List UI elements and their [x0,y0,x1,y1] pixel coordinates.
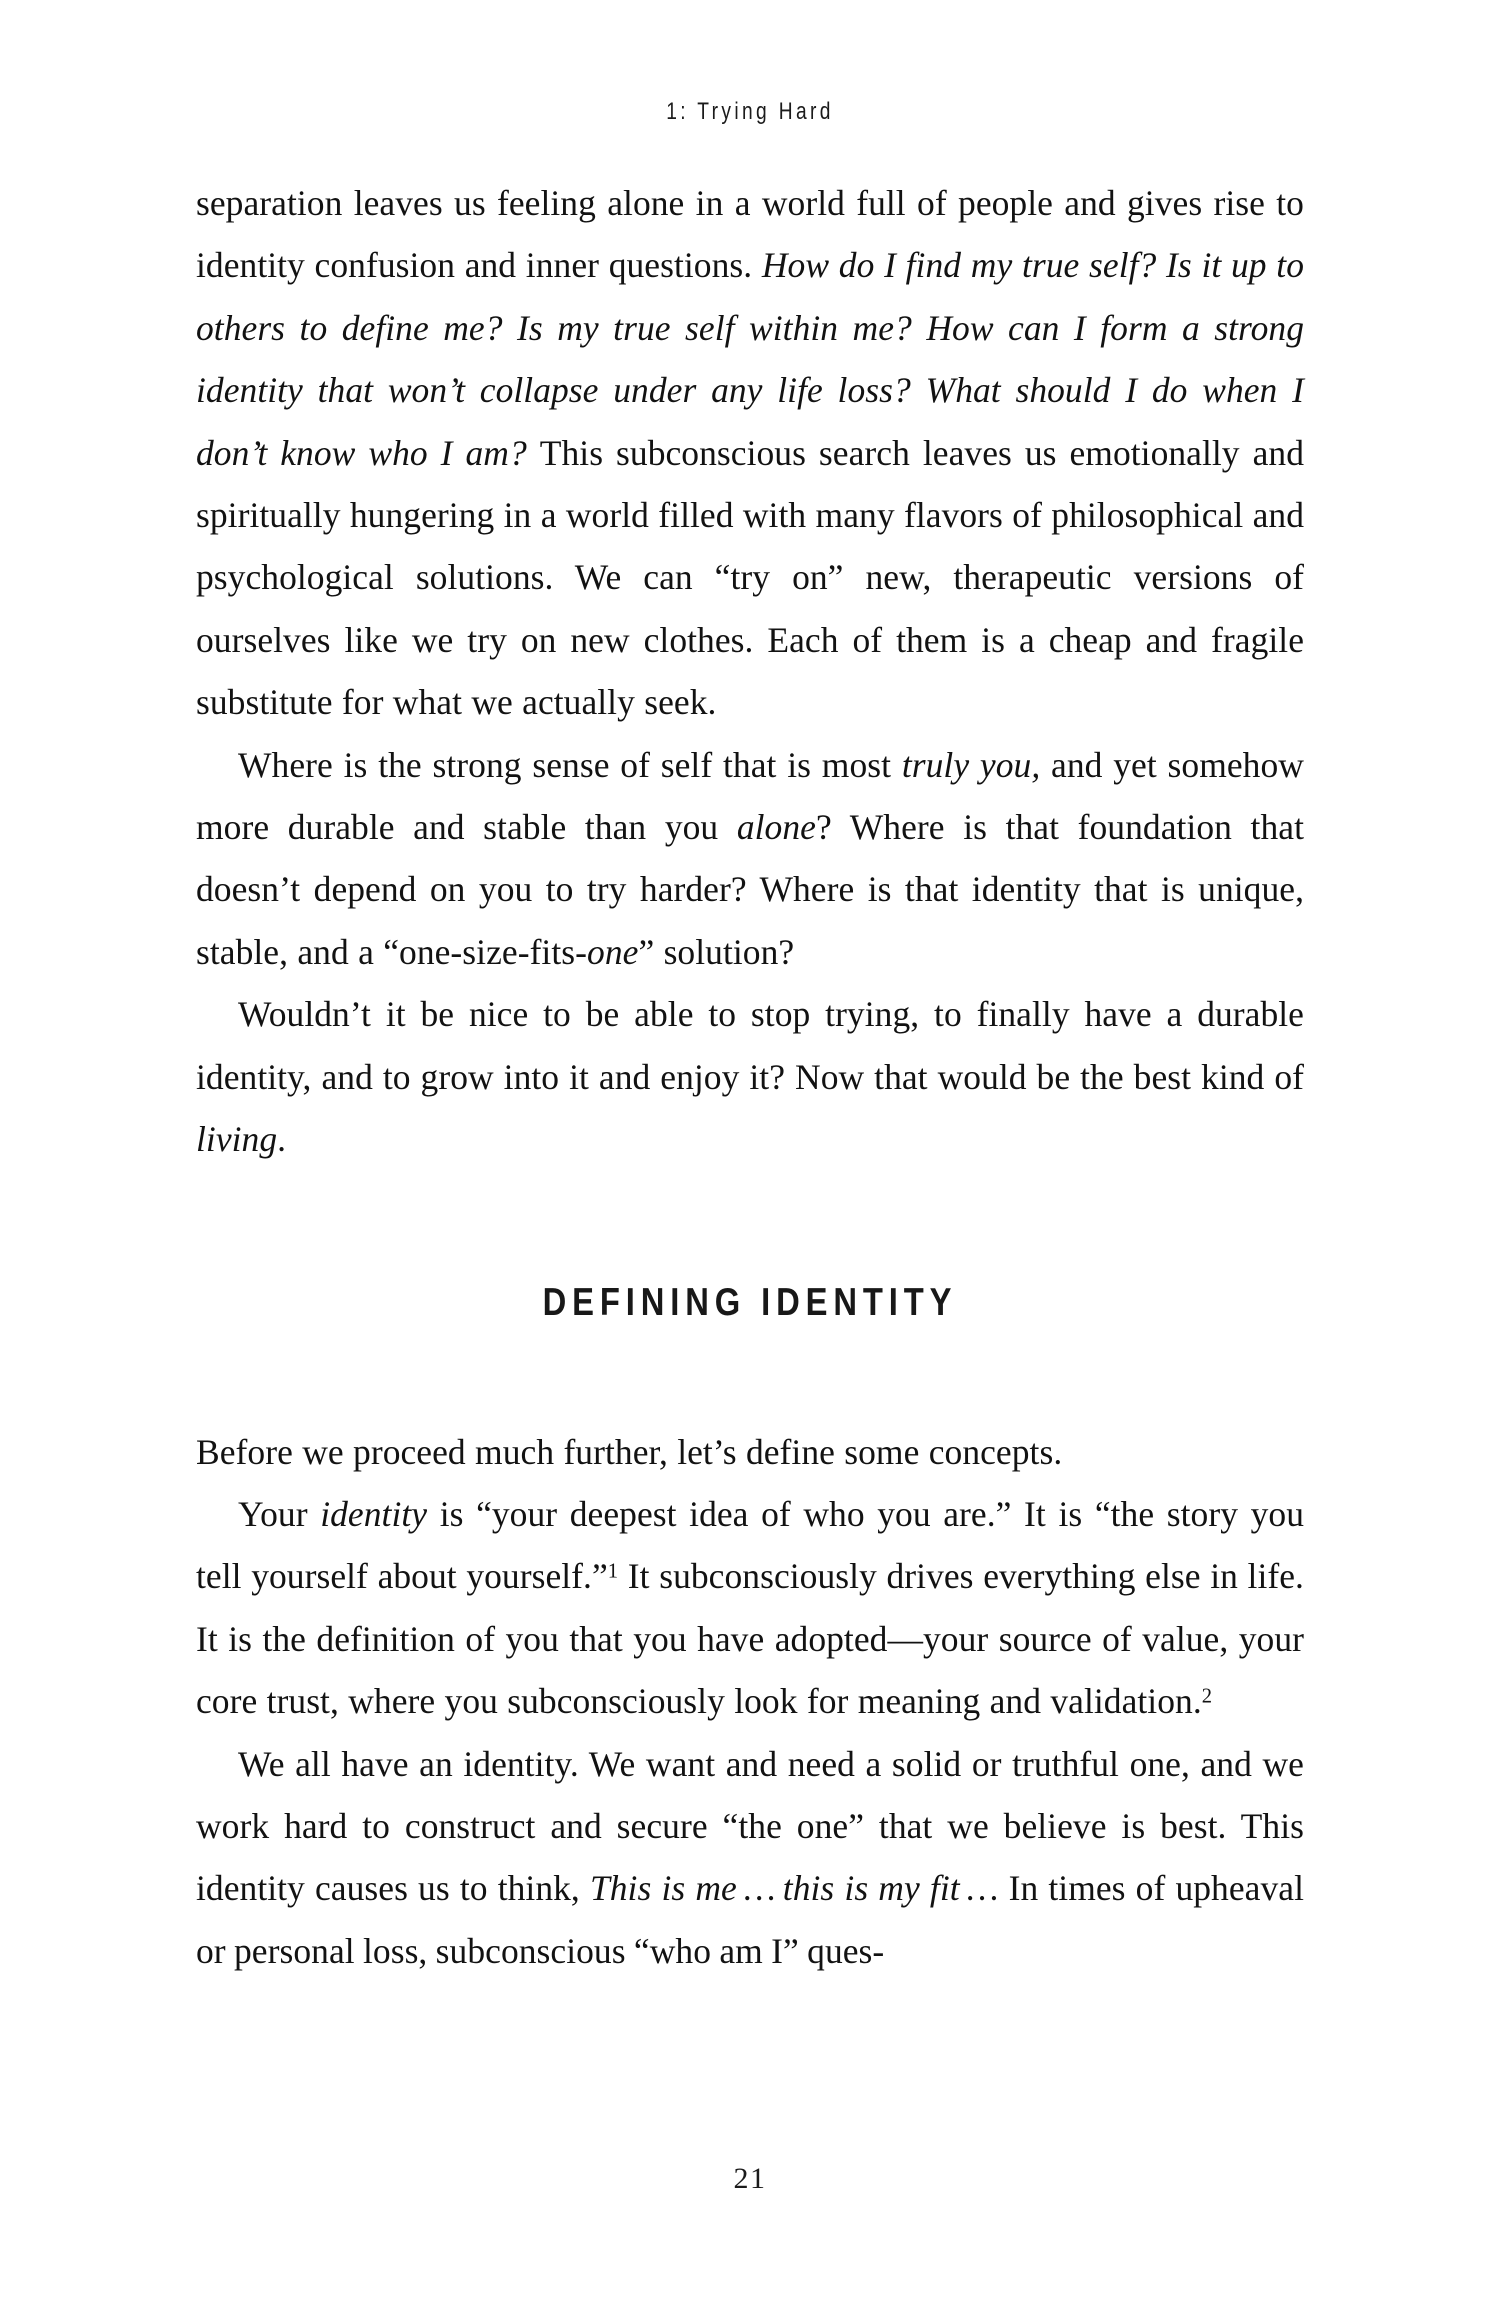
text-run: Your [238,1493,321,1534]
text-run: It subconsciously drives everything else in life. It is the definition of you that you have adopted—your source of value, your core trust, where you subconsciously look for meaning and validation. [196,1556,1304,1722]
italic-run: identity [320,1493,428,1534]
text-run: We all have an identity. We want and need a solid or truthful one, and we work hard to construct and secure “the one” that we believe is best. This identity causes us to think, [196,1743,1304,1909]
text-run: is “your deepest idea of who you are.” It is “the story you tell yourself about yourself.” [196,1493,1304,1597]
text-run: Wouldn’t it be nice to be able to stop trying, to finally have a durable identity, and to grow into it and enjoy it? Now that would be the best kind of [196,994,1304,1097]
heading-spacer-bottom [196,1325,1304,1421]
text-run: Before we proceed much further, let’s define some concepts. [196,1431,1063,1472]
italic-run: truly you, [901,744,1041,785]
running-head: 1: Trying Hard [666,98,834,125]
italic-run: one [587,931,639,972]
footnote-marker: 2 [1201,1685,1213,1708]
italic-run: alone [736,807,816,848]
italic-run: How do I find my true self? Is it up to others to define me? Is my true self within me? How can I form a strong identity that won’t collapse under any life loss? What should I do when I don’t know who I am? [196,245,1304,473]
footnote-marker: 1 [607,1560,619,1583]
text-run: Where is the strong sense of self that is most [238,744,902,785]
paragraph-5 [196,1483,1304,1733]
paragraph-6 [196,1733,1304,1983]
text-run: ” solution? [638,931,795,972]
paragraph-2 [196,734,1304,984]
heading-spacer-top [196,1171,1304,1281]
paragraph-3 [196,983,1304,1170]
paragraph-1 [196,172,1304,734]
italic-run: living [196,1119,278,1160]
text-run: and yet somehow more durable and stable than you [196,744,1304,848]
text-run: This subconscious search leaves us emotionally and spiritually hungering in a world filled with many flavors of philosophical and psychological solutions. We can “try on” new, therapeutic versions of ourselves like we try on new clothes. Each of them is a cheap and fragile substitute for what we actually seek. [196,432,1304,723]
text-column [196,172,1304,1982]
italic-run: This is me … this is my fit … [589,1868,999,1909]
paragraph-4 [196,1421,1304,1483]
text-run: separation leaves us feeling alone in a world full of people and gives rise to identity confusion and inner questions. [196,183,1304,286]
text-run: ? Where is that foundation that doesn’t depend on you to try harder? Where is that identity that is unique, stable, and a “one-size-fits- [196,807,1304,972]
text-run: In times of upheaval or personal loss, subconscious “who am I” ques- [196,1868,1304,1971]
page-number: 21 [733,2162,767,2195]
text-run: . [277,1119,287,1160]
section-heading: DEFINING IDENTITY [542,1280,958,1324]
